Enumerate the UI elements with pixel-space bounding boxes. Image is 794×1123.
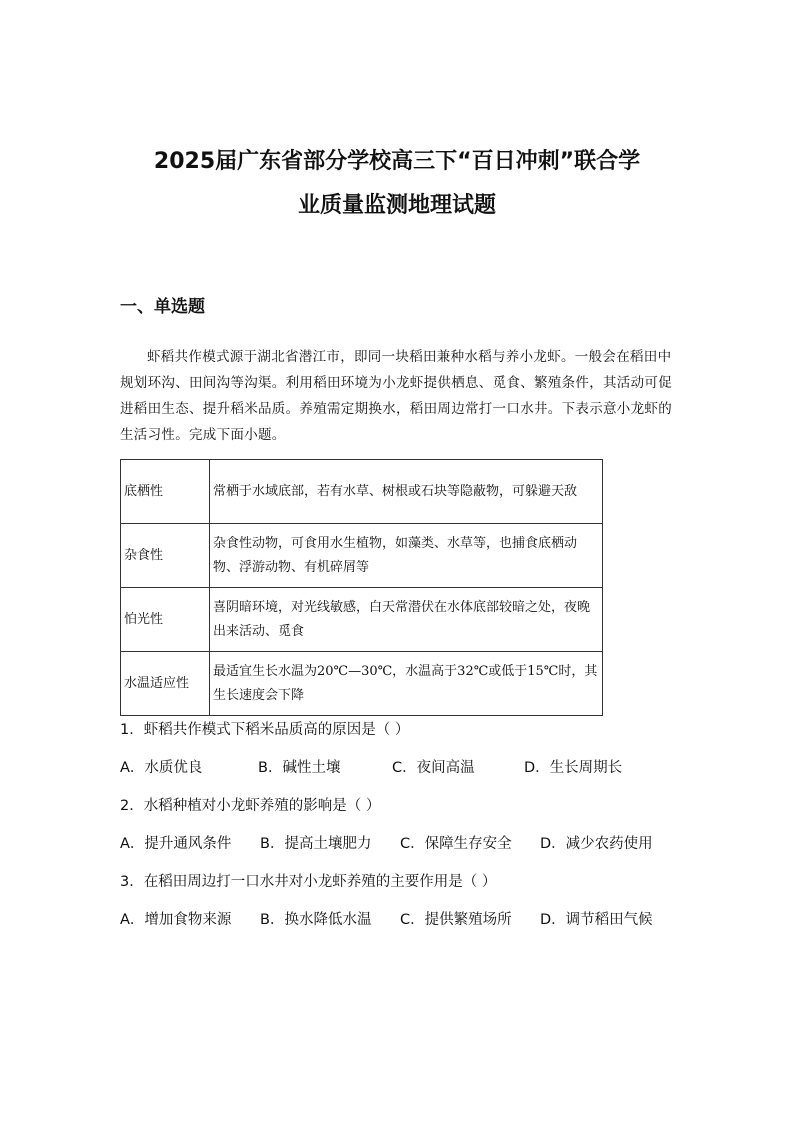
question-2 — [120, 796, 720, 854]
options-row — [120, 910, 720, 930]
trait-cell: 杂食性 — [121, 524, 210, 588]
option-a[interactable]: A．提升通风条件 — [120, 836, 232, 852]
option-c[interactable]: C．保障生存安全 — [400, 836, 512, 852]
desc-cell: 常栖于水域底部，若有水草、树根或石块等隐蔽物，可躲避天敌 — [210, 460, 603, 524]
question-stem: 1．虾稻共作模式下稻米品质高的原因是（ ） — [120, 722, 410, 738]
options-row — [120, 834, 720, 854]
question-3 — [120, 872, 720, 930]
section-heading: 一、单选题 — [120, 297, 205, 317]
desc-cell: 最适宜生长水温为20℃—30℃，水温高于32℃或低于15℃时，其生长速度会下降 — [210, 652, 603, 716]
table-row — [121, 652, 603, 716]
intro-paragraph: 虾稻共作模式源于湖北省潜江市，即同一块稻田兼种水稻与养小龙虾。一般会在稻田中规划环沟、田间沟等沟渠。利用稻田环境为小龙虾提供栖息、觅食、繁殖条件，其活动可促进稻田生态、提升稻米品质。养殖需定期换水，稻田周边常打一口水井。下表示意小龙虾的生活习性。完成下面小题。 — [120, 349, 672, 443]
title-line-2: 业质量监测地理试题 — [297, 193, 496, 218]
options-row — [120, 758, 720, 778]
habits-table — [120, 459, 603, 716]
desc-cell: 杂食性动物，可食用水生植物，如藻类、水草等，也捕食底栖动物、浮游动物、有机碎屑等 — [210, 524, 603, 588]
trait-cell: 怕光性 — [121, 588, 210, 652]
option-a[interactable]: A．增加食物来源 — [120, 912, 232, 928]
option-c[interactable]: C．夜间高温 — [392, 760, 475, 776]
question-stem: 2．水稻种植对小龙虾养殖的影响是（ ） — [120, 798, 381, 814]
trait-cell: 水温适应性 — [121, 652, 210, 716]
document-title — [0, 140, 794, 228]
option-d[interactable]: D．减少农药使用 — [540, 836, 653, 852]
option-a[interactable]: A．水质优良 — [120, 760, 203, 776]
option-d[interactable]: D．调节稻田气候 — [540, 912, 653, 928]
table-row — [121, 460, 603, 524]
table-row — [121, 588, 603, 652]
option-b[interactable]: B．碱性土壤 — [258, 760, 341, 776]
option-c[interactable]: C．提供繁殖场所 — [400, 912, 512, 928]
desc-cell: 喜阴暗环境，对光线敏感，白天常潜伏在水体底部较暗之处，夜晚出来活动、觅食 — [210, 588, 603, 652]
question-1 — [120, 720, 720, 778]
table-row — [121, 524, 603, 588]
option-d[interactable]: D．生长周期长 — [524, 760, 623, 776]
title-line-1: 2025届广东省部分学校高三下“百日冲刺”联合学 — [153, 149, 641, 174]
option-b[interactable]: B．换水降低水温 — [260, 912, 372, 928]
option-b[interactable]: B．提高土壤肥力 — [260, 836, 372, 852]
question-stem: 3．在稻田周边打一口水井对小龙虾养殖的主要作用是（ ） — [120, 874, 497, 890]
trait-cell: 底栖性 — [121, 460, 210, 524]
